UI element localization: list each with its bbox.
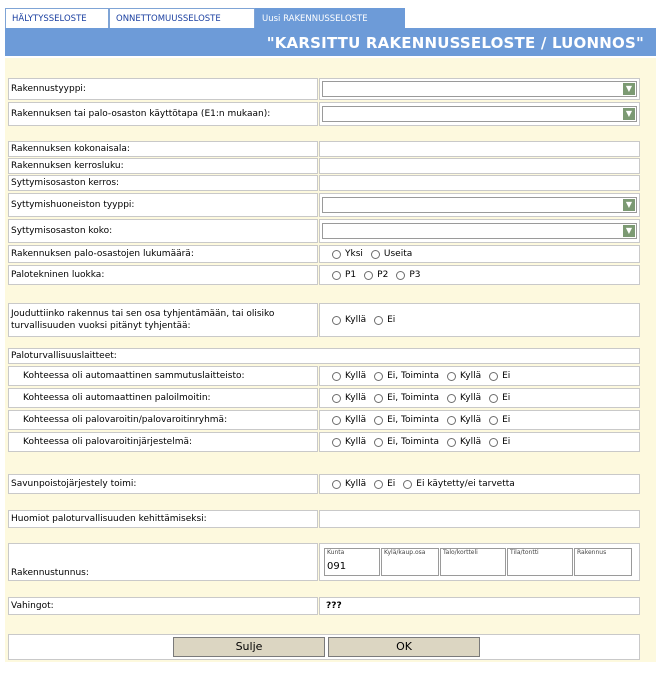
field-header: Kunta xyxy=(327,549,345,556)
row-palovaroitinjarjestelma xyxy=(8,432,640,452)
label-palotekninen-luokka: Palotekninen luokka: xyxy=(8,265,318,285)
rakennustunnus-fields xyxy=(324,548,633,576)
luokka-options xyxy=(319,265,640,285)
row-kokonaisala xyxy=(8,141,640,157)
label-palovaroitin: Kohteessa oli palovaroitin/palovaroitinryhmä: xyxy=(8,410,318,430)
row-sammutuslaitteisto xyxy=(8,366,640,386)
radio-circle-icon[interactable] xyxy=(403,480,412,489)
savunpoisto-options xyxy=(319,474,640,494)
radio-label: Ei käytetty/ei tarvetta xyxy=(416,479,515,489)
radio-circle-icon[interactable] xyxy=(447,438,456,447)
radio-p3[interactable] xyxy=(396,270,420,280)
radio-label: Ei xyxy=(502,415,511,425)
radio-label: P1 xyxy=(345,270,357,280)
osaston-koko-select[interactable] xyxy=(322,223,637,239)
radio-yksi[interactable] xyxy=(332,249,363,259)
radio-savu-ei[interactable] xyxy=(374,479,395,489)
row-kerrosluku xyxy=(8,158,640,174)
radio-circle-icon[interactable] xyxy=(332,480,341,489)
label-vahingot: Vahingot: xyxy=(8,597,318,615)
chevron-down-icon[interactable]: ▼ xyxy=(623,108,635,120)
talo-field[interactable] xyxy=(440,548,506,576)
radio-p1[interactable] xyxy=(332,270,356,280)
radio-label: Ei xyxy=(502,371,511,381)
radio-label: Kyllä xyxy=(460,415,482,425)
radio-circle-icon[interactable] xyxy=(371,250,380,259)
tyhjentaminen-options xyxy=(319,303,640,337)
radio-label: Ei, Toiminta xyxy=(387,393,439,403)
row-kayttotapa xyxy=(8,102,640,126)
radio-circle-icon[interactable] xyxy=(332,250,341,259)
radio-circle-icon[interactable] xyxy=(396,271,405,280)
radio-toiminta-kylla[interactable] xyxy=(447,415,481,425)
radio-toiminta-ei[interactable] xyxy=(489,415,510,425)
radio-ei-toiminta[interactable] xyxy=(374,437,439,447)
radio-p2[interactable] xyxy=(364,270,388,280)
radio-label: Kyllä xyxy=(345,315,367,325)
label-tyhjentaminen: Jouduttiinko rakennus tai sen osa tyhjentämään, tai olisiko turvallisuuden vuoksi pitänyt tyhjentää: xyxy=(8,303,318,337)
radio-label: P2 xyxy=(377,270,389,280)
radio-circle-icon[interactable] xyxy=(489,372,498,381)
osaston-koko-cell xyxy=(319,219,640,243)
ok-button[interactable]: OK xyxy=(328,637,480,657)
kunta-field[interactable] xyxy=(324,548,380,576)
radio-label: Ei, Toiminta xyxy=(387,437,439,447)
label-huoneiston-tyyppi: Syttymishuoneiston tyyppi: xyxy=(8,193,318,217)
field-value: 091 xyxy=(327,561,347,572)
radio-toiminta-kylla[interactable] xyxy=(447,393,481,403)
kyla-field[interactable] xyxy=(381,548,439,576)
radio-kylla[interactable] xyxy=(332,371,366,381)
radio-circle-icon[interactable] xyxy=(374,480,383,489)
palovaroitinjarjestelma-options xyxy=(319,432,640,452)
radio-label: Kyllä xyxy=(345,437,367,447)
radio-label: Ei xyxy=(502,437,511,447)
row-rakennustunnus xyxy=(8,543,640,581)
radio-circle-icon[interactable] xyxy=(374,416,383,425)
kokonaisala-value[interactable] xyxy=(319,141,640,157)
row-rakennustyyppi xyxy=(8,78,640,100)
tab-onnettomuusseloste[interactable]: ONNETTOMUUSSELOSTE xyxy=(109,8,255,28)
radio-kylla[interactable] xyxy=(332,437,366,447)
radio-circle-icon[interactable] xyxy=(332,316,341,325)
tab-halytysseloste[interactable]: HÄLYTYSSELOSTE xyxy=(5,8,109,28)
kerrosluku-value[interactable] xyxy=(319,158,640,174)
label-paloturvallisuuslaitteet: Paloturvallisuuslaitteet: xyxy=(8,348,640,364)
row-paloilmoitin xyxy=(8,388,640,408)
huoneiston-tyyppi-select[interactable] xyxy=(322,197,637,213)
paloilmoitin-options xyxy=(319,388,640,408)
huoneiston-tyyppi-cell xyxy=(319,193,640,217)
tab-bar xyxy=(5,8,405,28)
radio-kylla[interactable] xyxy=(332,393,366,403)
syttymisosaston-kerros-value[interactable] xyxy=(319,175,640,191)
field-header: Talo/kortteli xyxy=(443,549,478,556)
radio-label: Kyllä xyxy=(345,479,367,489)
tila-field[interactable] xyxy=(507,548,573,576)
button-bar xyxy=(8,634,640,660)
tab-rakennusseloste[interactable]: Uusi RAKENNUSSELOSTE xyxy=(255,8,405,28)
radio-label: Kyllä xyxy=(460,393,482,403)
title-bar xyxy=(5,28,656,56)
radio-ei-toiminta[interactable] xyxy=(374,371,439,381)
radio-circle-icon[interactable] xyxy=(447,416,456,425)
label-sammutuslaitteisto: Kohteessa oli automaattinen sammutuslaitteisto: xyxy=(8,366,318,386)
vahingot-value: ??? xyxy=(319,597,640,615)
palovaroitin-options xyxy=(319,410,640,430)
radio-circle-icon[interactable] xyxy=(332,372,341,381)
chevron-down-icon[interactable]: ▼ xyxy=(623,199,635,211)
row-osaston-koko xyxy=(8,219,640,243)
radio-label: P3 xyxy=(409,270,421,280)
label-palovaroitinjarjestelma: Kohteessa oli palovaroitinjärjestelmä: xyxy=(8,432,318,452)
radio-circle-icon[interactable] xyxy=(374,394,383,403)
radio-useita[interactable] xyxy=(371,249,412,259)
radio-toiminta-ei[interactable] xyxy=(489,393,510,403)
row-huoneiston-tyyppi xyxy=(8,193,640,217)
row-syttymisosaston-kerros xyxy=(8,175,640,191)
radio-label: Kyllä xyxy=(460,371,482,381)
label-osaston-koko: Syttymisosaston koko: xyxy=(8,219,318,243)
radio-circle-icon[interactable] xyxy=(447,394,456,403)
radio-circle-icon[interactable] xyxy=(374,316,383,325)
row-tyhjentaminen xyxy=(8,303,640,337)
radio-circle-icon[interactable] xyxy=(489,394,498,403)
close-button[interactable]: Sulje xyxy=(173,637,325,657)
radio-label: Yksi xyxy=(345,249,363,259)
radio-circle-icon[interactable] xyxy=(489,438,498,447)
radio-ei-toiminta[interactable] xyxy=(374,393,439,403)
chevron-down-icon[interactable]: ▼ xyxy=(623,225,635,237)
radio-circle-icon[interactable] xyxy=(374,372,383,381)
field-header: Tila/tontti xyxy=(510,549,539,556)
radio-circle-icon[interactable] xyxy=(364,271,373,280)
rakennustyyppi-select-cell xyxy=(319,78,640,100)
row-palo-osastot xyxy=(8,245,640,263)
radio-tyhjentaminen-ei[interactable] xyxy=(374,315,395,325)
label-huomiot: Huomiot paloturvallisuuden kehittämiseksi: xyxy=(8,510,318,528)
radio-circle-icon[interactable] xyxy=(447,372,456,381)
row-savunpoisto xyxy=(8,474,640,494)
radio-circle-icon[interactable] xyxy=(489,416,498,425)
field-header: Rakennus xyxy=(577,549,607,556)
radio-circle-icon[interactable] xyxy=(332,394,341,403)
radio-circle-icon[interactable] xyxy=(332,438,341,447)
rakennustyyppi-select[interactable] xyxy=(322,81,637,97)
huomiot-value[interactable] xyxy=(319,510,640,528)
radio-savu-ei-kaytetty[interactable] xyxy=(403,479,515,489)
label-palo-osastot: Rakennuksen palo-osastojen lukumäärä: xyxy=(8,245,318,263)
radio-toiminta-ei[interactable] xyxy=(489,437,510,447)
sammutuslaitteisto-options xyxy=(319,366,640,386)
radio-label: Ei xyxy=(502,393,511,403)
label-rakennustyyppi: Rakennustyyppi: xyxy=(8,78,318,100)
radio-kylla[interactable] xyxy=(332,415,366,425)
rakennus-field[interactable] xyxy=(574,548,632,576)
rakennustunnus-grid xyxy=(319,543,640,581)
row-paloturvallisuuslaitteet xyxy=(8,348,640,364)
radio-label: Ei xyxy=(387,479,396,489)
chevron-down-icon[interactable]: ▼ xyxy=(623,83,635,95)
page-title: "KARSITTU RAKENNUSSELOSTE / LUONNOS" xyxy=(266,34,644,52)
row-palotekninen-luokka xyxy=(8,265,640,285)
radio-toiminta-ei[interactable] xyxy=(489,371,510,381)
row-vahingot xyxy=(8,597,640,615)
label-savunpoisto: Savunpoistojärjestely toimi: xyxy=(8,474,318,494)
radio-label: Kyllä xyxy=(345,393,367,403)
radio-label: Kyllä xyxy=(460,437,482,447)
radio-ei-toiminta[interactable] xyxy=(374,415,439,425)
radio-toiminta-kylla[interactable] xyxy=(447,437,481,447)
radio-label: Ei, Toiminta xyxy=(387,371,439,381)
label-syttymisosaston-kerros: Syttymisosaston kerros: xyxy=(8,175,318,191)
radio-label: Ei, Toiminta xyxy=(387,415,439,425)
label-paloilmoitin: Kohteessa oli automaattinen paloilmoitin: xyxy=(8,388,318,408)
radio-circle-icon[interactable] xyxy=(374,438,383,447)
field-header: Kylä/kaup.osa xyxy=(384,549,426,556)
label-kerrosluku: Rakennuksen kerrosluku: xyxy=(8,158,318,174)
palo-osastot-options xyxy=(319,245,640,263)
radio-label: Useita xyxy=(383,249,413,259)
radio-label: Kyllä xyxy=(345,415,367,425)
radio-circle-icon[interactable] xyxy=(332,271,341,280)
radio-toiminta-kylla[interactable] xyxy=(447,371,481,381)
label-rakennustunnus: Rakennustunnus: xyxy=(8,543,318,581)
label-kayttotapa: Rakennuksen tai palo-osaston käyttötapa (E1:n mukaan): xyxy=(8,102,318,126)
radio-tyhjentaminen-kylla[interactable] xyxy=(332,315,366,325)
kayttotapa-select[interactable] xyxy=(322,106,637,122)
radio-label: Kyllä xyxy=(345,371,367,381)
row-huomiot xyxy=(8,510,640,528)
radio-label: Ei xyxy=(387,315,396,325)
radio-circle-icon[interactable] xyxy=(332,416,341,425)
radio-savu-kylla[interactable] xyxy=(332,479,366,489)
row-palovaroitin xyxy=(8,410,640,430)
label-kokonaisala: Rakennuksen kokonaisala: xyxy=(8,141,318,157)
kayttotapa-select-cell xyxy=(319,102,640,126)
